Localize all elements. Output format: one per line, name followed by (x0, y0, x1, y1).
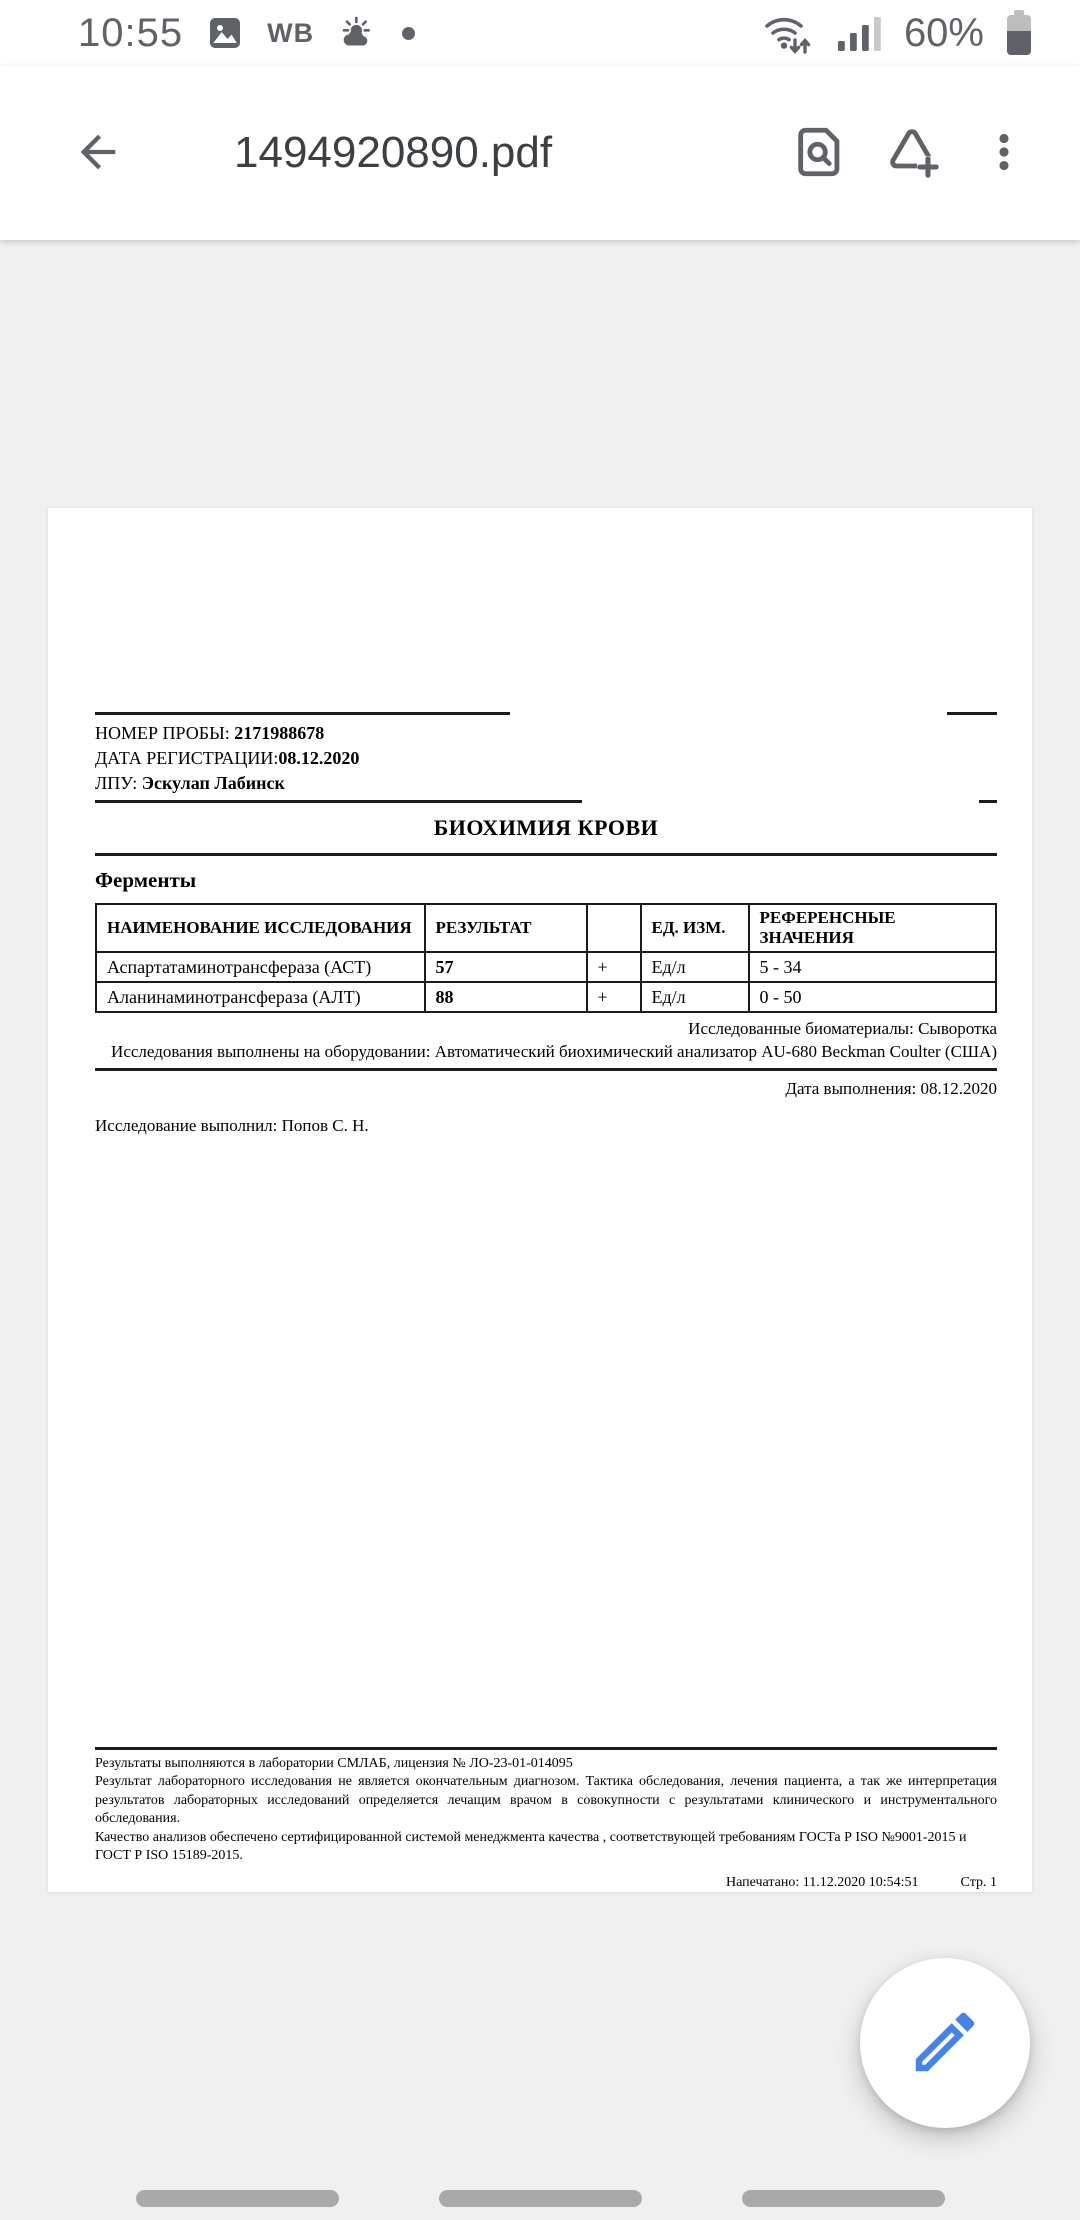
footer-disclaimer: Результат лабораторного исследования не является окончательным диагнозом. Тактика обследования, лечения пациента, а так же интерпретация результатов лабораторных исследований определяется лечащим врачом в совокупности с результатами клинического и инструментального обследования. (95, 1774, 997, 1826)
sample-number-line: НОМЕР ПРОБЫ: 2171988678 (95, 723, 325, 743)
nav-pill-left[interactable] (136, 2190, 339, 2207)
weather-notification-icon (336, 13, 380, 53)
table-row (96, 982, 996, 1012)
nav-pill-right[interactable] (742, 2190, 945, 2207)
edit-fab-button[interactable] (860, 1958, 1030, 2128)
test-name: Аспартатаминотрансфераза (АСТ) (96, 952, 425, 982)
notes-rule (95, 1068, 997, 1071)
find-in-page-icon (791, 123, 849, 184)
test-reference: 5 - 34 (749, 952, 997, 982)
col-header-reference: РЕФЕРЕНСНЫЕ ЗНАЧЕНИЯ (749, 904, 997, 952)
back-button[interactable] (52, 107, 144, 199)
test-unit: Ед/л (641, 952, 749, 982)
test-flag: + (587, 952, 641, 982)
battery-percent-label: 60% (903, 10, 984, 55)
table-header-row (96, 904, 996, 952)
footer-license-line: Результаты выполняются в лаборатории СМЛАБ, лицензия № ЛО-23-01-014095 (95, 1755, 573, 1771)
test-name: Аланинаминотрансфераза (АЛТ) (96, 982, 425, 1012)
table-row (96, 952, 996, 982)
add-to-drive-button[interactable] (866, 107, 958, 199)
dot-notification-icon (402, 27, 415, 40)
results-table (95, 903, 997, 1013)
performed-by-note: Исследование выполнил: Попов С. Н. (95, 1116, 369, 1135)
biomaterials-note: Исследованные биоматериалы: Сыворотка (688, 1019, 997, 1038)
navigation-bar (0, 2190, 1080, 2210)
test-flag: + (587, 982, 641, 1012)
printed-timestamp: Напечатано: 11.12.2020 10:54:51 (726, 1874, 919, 1890)
find-in-file-button[interactable] (774, 107, 866, 199)
status-bar (0, 0, 1080, 66)
cellular-signal-icon (836, 11, 882, 55)
edit-pencil-icon (906, 2003, 984, 2084)
header-rule-bottom (95, 800, 997, 803)
battery-icon (1006, 10, 1032, 56)
test-unit: Ед/л (641, 982, 749, 1012)
registration-date-line: ДАТА РЕГИСТРАЦИИ:08.12.2020 (95, 748, 360, 768)
completion-date-note: Дата выполнения: 08.12.2020 (785, 1079, 997, 1098)
test-reference: 0 - 50 (749, 982, 997, 1012)
col-header-result: РЕЗУЛЬТАТ (425, 904, 587, 952)
pdf-viewer-scroll-area[interactable] (0, 240, 1080, 2220)
document-title: 1494920890.pdf (234, 128, 553, 177)
more-vert-icon (979, 127, 1029, 180)
equipment-note: Исследования выполнены на оборудовании: Автоматический биохимический анализатор AU-680 Beckman Coulter (США) (111, 1042, 997, 1061)
title-rule (95, 853, 997, 856)
wb-notification-icon: WB (267, 17, 315, 48)
test-result: 57 (425, 952, 587, 982)
section-title: Ферменты (95, 868, 197, 892)
gallery-notification-icon (205, 13, 245, 53)
add-to-drive-icon (883, 123, 941, 184)
footer-quality-line: Качество анализов обеспечено сертифицированной системой менеджмента качества , соответствующей требованиям ГОСТа Р ISO №9001-2015 и ГОСТ Р ISO 15189-2015. (95, 1829, 967, 1863)
nav-pill-center[interactable] (439, 2190, 642, 2207)
report-title: БИОХИМИЯ КРОВИ (433, 815, 659, 840)
app-bar (0, 66, 1080, 240)
col-header-name: НАИМЕНОВАНИЕ ИССЛЕДОВАНИЯ (96, 904, 425, 952)
test-result: 88 (425, 982, 587, 1012)
col-header-unit: ЕД. ИЗМ. (641, 904, 749, 952)
arrow-back-icon (72, 126, 124, 181)
overflow-menu-button[interactable] (958, 107, 1050, 199)
page-number: Стр. 1 (960, 1874, 997, 1890)
col-header-flag (587, 904, 641, 952)
clock: 10:55 (78, 10, 184, 55)
wifi-icon (762, 11, 814, 55)
pdf-page-1 (48, 508, 1032, 1892)
lpu-line: ЛПУ: Эскулап Лабинск (95, 773, 285, 793)
page-footer (95, 1747, 997, 1893)
